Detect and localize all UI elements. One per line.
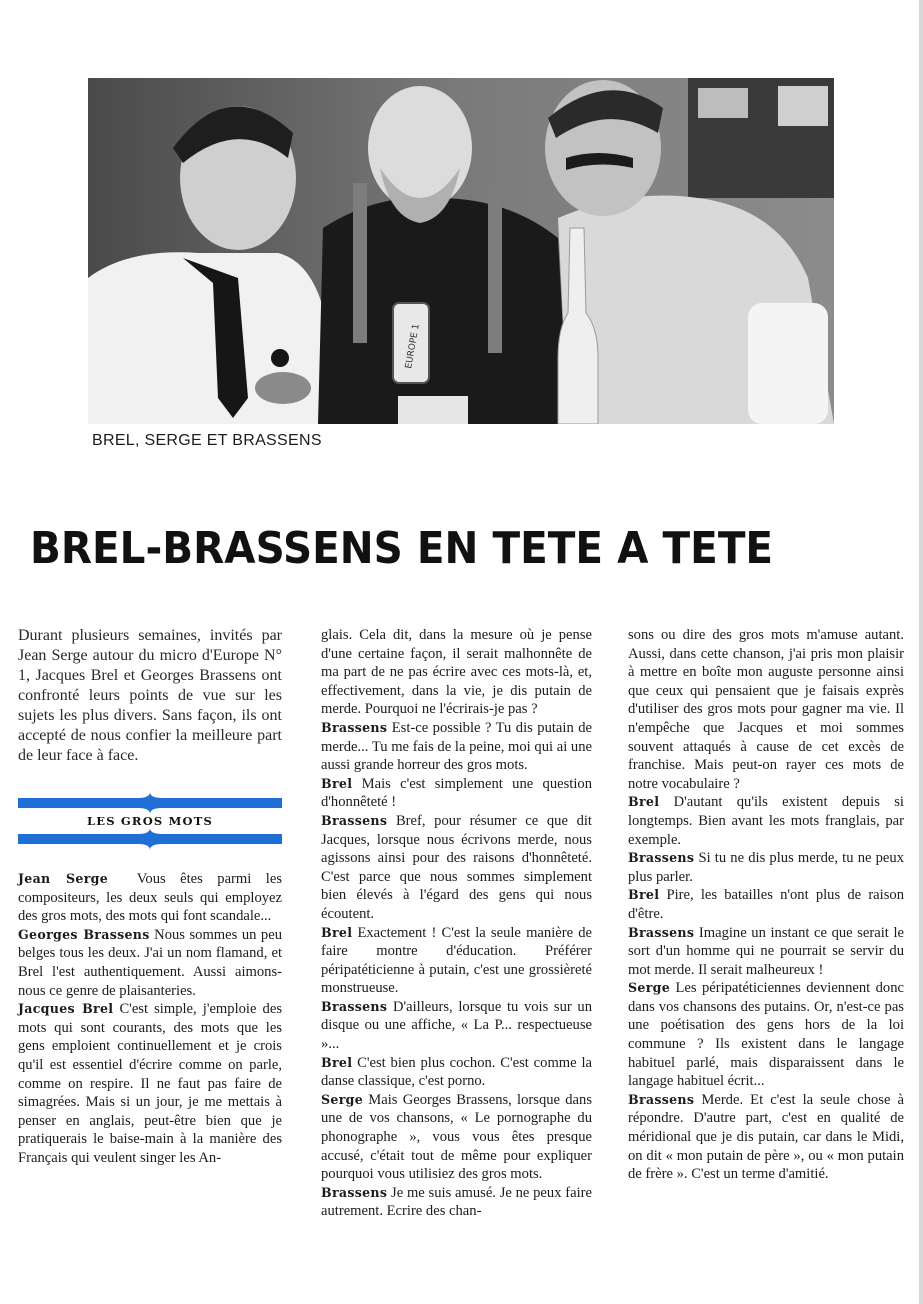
dialogue-paragraph (628, 924, 904, 980)
speaker-name: Brassens (321, 719, 388, 735)
dialogue-text: Les péripatéticiennes deviennent donc dans vos chansons des putains. Or, n'est-ce pas une poétisation des gens hors de la loi commune ? Ils existent dans le langage habituel parlé, mais disparaissent dans le langage habituel écrit... (628, 980, 904, 1090)
speaker-name: Brel (628, 887, 660, 903)
speaker-name: Brassens (628, 850, 695, 866)
dialogue-paragraph (321, 998, 592, 1054)
dialogue-text: Imagine un instant ce que serait le sort d'un homme qui ne pourrait se servir du mot merde. Il serait malheureux ! (628, 924, 904, 978)
dialogue-paragraph (628, 886, 904, 923)
dialogue-paragraph (18, 870, 282, 926)
dialogue-text: D'ailleurs, lorsque tu vois sur un disque ou une affiche, « La P... respectueuse »... (321, 998, 592, 1053)
photo-illustration (88, 78, 834, 424)
dialogue-paragraph (321, 1184, 592, 1221)
article-column-1 (18, 626, 282, 1168)
article-column-2 (321, 626, 592, 1221)
speaker-name: Jacques Brel (18, 1001, 114, 1017)
dialogue-text: glais. Cela dit, dans la mesure où je pense d'une certaine façon, il serait malhonnête de ma part de ne pas écrire avec ces mots-là, et, effectivement, dans la vie, je dis putain de merde. Pourquoi ne l'écrirais-je pas ? (321, 627, 592, 718)
dialogue-text: C'est bien plus cochon. C'est comme la danse classique, c'est porno. (321, 1054, 592, 1090)
speaker-name: Serge (628, 980, 671, 996)
speaker-name: Brassens (628, 924, 695, 940)
dialogue-text: Nous sommes un peu belges tous les deux. J'ai un nom flamand, et Brel l'est authentiquement. Aussi aimons-nous ce genre de plaisanteries. (18, 926, 282, 999)
dialogue-text: C'est simple, j'emploie des mots qui sont courants, des mots que les gens emploient continuellement et je crois qu'il est essentiel d'écrire comme on parle, comme on respire. Il ne faut pas faire de simagrées. Mais si un jour, je me mettais à penser en anglais, peut-être bien que je pratiquerais le baise-main à la manière des Français qui veulent singer les An- (18, 1001, 282, 1166)
dialogue-text: Pire, les batailles n'ont plus de raison d'être. (628, 887, 904, 922)
dialogue-text: Mais c'est simplement une question d'honnêteté ! (321, 775, 593, 811)
speaker-name: Brassens (321, 998, 388, 1014)
dialogue-text: Exactement ! C'est la seule manière de faire montre d'éducation. Préférer péripatéticienne à putain, c'est une grossièreté monstrueuse. (321, 924, 592, 997)
article-headline: BREL-BRASSENS EN TETE A TETE (30, 523, 774, 574)
dialogue-text: Si tu ne dis plus merde, tu ne peux plus parler. (628, 850, 904, 885)
dialogue-paragraph (321, 812, 592, 924)
dialogue-paragraph (628, 1091, 904, 1184)
page-edge (919, 0, 923, 1304)
microphone-label: EUROPE 1 (404, 323, 422, 370)
dialogue-text: Est-ce possible ? Tu dis putain de merde... Tu me fais de la peine, moi qui ai une aussi grande horreur des gros mots. (321, 719, 592, 774)
dialogue-paragraph (18, 926, 282, 1000)
dialogue-text: D'autant qu'ils existent depuis si longtemps. Bien avant les mots franglais, par exemple. (628, 794, 904, 848)
speaker-name: Brel (321, 924, 353, 940)
dialogue-paragraph (321, 775, 592, 812)
dialogue-text: sons ou dire des gros mots m'amuse autant. Aussi, dans cette chanson, j'ai pris mon plaisir à mettre en boîte mon auguste personne ainsi que ceux qui pensaient que je faisais exprès d'utiliser des gros mots pour gagner ma vie. Il n'empêche que Jacques et moi sommes souvent attaqués à cause de cet excès de franchise. Mais peut-on rayer ces mots de notre vocabulaire ? (628, 627, 904, 792)
dialogue-paragraph (628, 849, 904, 886)
dialogue-paragraph (628, 979, 904, 1091)
speaker-name: Brassens (321, 812, 388, 828)
speaker-name: Brel (628, 794, 660, 810)
dialogue-paragraph (321, 1091, 592, 1184)
speaker-name: Jean Serge (18, 871, 109, 886)
dialogue-paragraph (628, 626, 904, 793)
dialogue-text: Mais Georges Brassens, lorsque dans une de vos chansons, « Le pornographe du phonographe », vous vous êtes presque accusé, c'était tout de même pour expliquer pourquoi vous utilisiez des gros mots. (321, 1091, 592, 1183)
speaker-name: Georges Brassens (18, 926, 150, 942)
dialogue-paragraph (321, 719, 592, 775)
speaker-name: Brel (321, 1054, 353, 1070)
speaker-name: Serge (321, 1091, 364, 1107)
photo-caption: BREL, SERGE ET BRASSENS (92, 432, 322, 449)
speaker-name: Brassens (628, 1091, 695, 1107)
dialogue-text: Je me suis amusé. Je ne peux faire autrement. Ecrire des chan- (321, 1184, 592, 1220)
dialogue-text: Bref, pour résumer ce que dit Jacques, lorsque nous écrivons merde, nous agissons ainsi pour des raisons d'honnêteté. C'est parce que nous sommes simplement bien élevés à l'égard des gens qui nous écoutent. (321, 812, 592, 922)
dialogue-text: Merde. Et c'est la seule chose à répondre. D'autre part, c'est en qualité de méridional que je dis putain, car dans le Midi, on dit « mon putain de père », ou « mon putain de frère ». C'est un terme d'amitié. (628, 1091, 905, 1183)
section-banner (18, 792, 282, 850)
article-photo (88, 78, 834, 424)
dialogue-text: Vous êtes parmi les compositeurs, les deux seuls qui employez des gros mots, des mots qui font scandale... (18, 871, 282, 925)
article-intro: Durant plusieurs semaines, invités par Jean Serge autour du micro d'Europe N° 1, Jacques Brel et Georges Brassens ont confronté leurs points de vue sur les sujets les plus divers. Sans façon, ils ont accepté de nous confier la meilleure part de leur face à face. (18, 627, 282, 764)
section-title: LES GROS MOTS (86, 814, 214, 828)
dialogue-paragraph (628, 793, 904, 849)
dialogue-paragraph (321, 924, 592, 998)
dialogue-paragraph (321, 1054, 592, 1091)
speaker-name: Brel (321, 775, 353, 791)
speaker-name: Brassens (321, 1184, 388, 1200)
article-column-3 (628, 626, 904, 1184)
dialogue-paragraph (321, 626, 592, 719)
dialogue-paragraph (18, 1000, 282, 1167)
